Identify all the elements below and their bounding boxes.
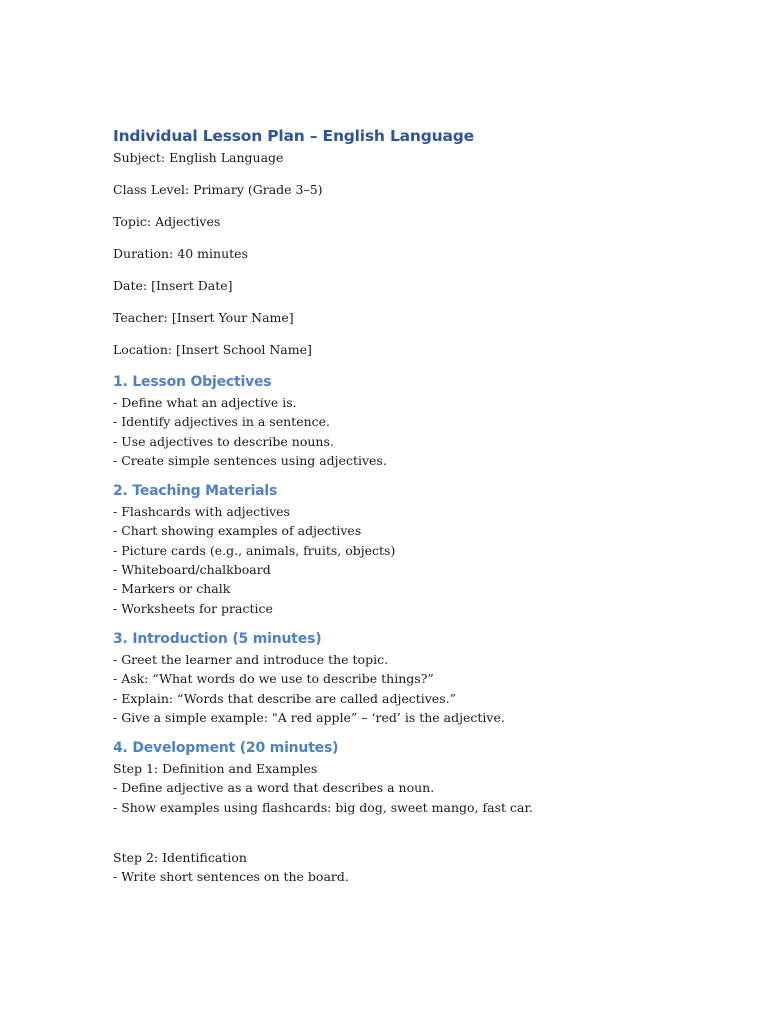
paragraph-gap [113, 817, 713, 848]
list-item: - Worksheets for practice [113, 600, 273, 616]
list-item: - Markers or chalk [113, 581, 231, 597]
section-lesson-objectives [113, 371, 713, 470]
list-item: - Ask: “What words do we use to describe things?” [113, 671, 434, 687]
list-item: - Show examples using flashcards: big dog, sweet mango, fast car. [113, 799, 534, 815]
section-heading: 4. Development (20 minutes) [113, 740, 339, 757]
list-item: - Identify adjectives in a sentence. [113, 414, 331, 430]
meta-location: Location: [Insert School Name] [113, 342, 312, 357]
meta-topic: Topic: Adjectives [113, 214, 221, 229]
list-item: - Define what an adjective is. [113, 395, 297, 410]
section-list [113, 759, 713, 817]
section-heading: 1. Lesson Objectives [113, 374, 272, 390]
list-item: - Whiteboard/chalkboard [113, 562, 271, 578]
list-item: - Give a simple example: "A red apple” – ‘red’ is the adjective. [113, 709, 505, 725]
section-list [113, 502, 713, 618]
document-page [113, 124, 713, 897]
section-development [113, 737, 713, 886]
list-item: - Picture cards (e.g., animals, fruits, objects) [113, 542, 396, 558]
list-item: - Explain: “Words that describe are called adjectives.” [113, 690, 456, 706]
meta-date: Date: [Insert Date] [113, 278, 233, 293]
section-heading: 2. Teaching Materials [113, 483, 278, 500]
list-item: - Chart showing examples of adjectives [113, 523, 362, 539]
section-list [113, 848, 713, 887]
meta-duration: Duration: 40 minutes [113, 246, 248, 261]
list-item: Step 2: Identification [113, 850, 247, 866]
section-list [113, 650, 713, 727]
list-item: - Write short sentences on the board. [113, 869, 349, 885]
section-heading: 3. Introduction (5 minutes) [113, 630, 322, 647]
meta-class-level: Class Level: Primary (Grade 3–5) [113, 182, 323, 197]
lesson-meta [113, 148, 713, 359]
section-teaching-materials [113, 480, 713, 618]
list-item: - Use adjectives to describe nouns. [113, 433, 334, 449]
list-item: - Flashcards with adjectives [113, 504, 290, 520]
section-list [113, 393, 713, 470]
document-title: Individual Lesson Plan – English Language [113, 127, 474, 145]
meta-subject: Subject: English Language [113, 150, 284, 165]
list-item: Step 1: Definition and Examples [113, 761, 318, 777]
meta-teacher: Teacher: [Insert Your Name] [113, 310, 294, 325]
section-introduction [113, 628, 713, 727]
list-item: - Create simple sentences using adjectives. [113, 452, 387, 468]
list-item: - Greet the learner and introduce the topic. [113, 651, 389, 667]
list-item: - Define adjective as a word that describes a noun. [113, 780, 435, 796]
